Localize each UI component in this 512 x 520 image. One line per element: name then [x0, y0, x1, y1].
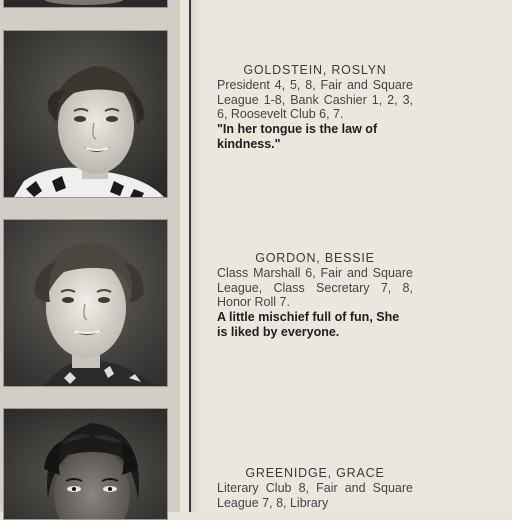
student-activities: Class Marshall 6, Fair and Square League, Class Secretary 7, 8, Honor Roll 7.: [217, 266, 413, 309]
student-activities: Literary Club 8, Fair and Square League 7, 8, Library: [217, 481, 413, 510]
student-quote: "In her tongue is the law of kindness.": [217, 121, 378, 151]
portrait-photo-previous: [3, 0, 168, 8]
student-name: GORDON, BESSIE: [255, 251, 375, 265]
entry-gordon: [217, 251, 413, 340]
student-name: GREENIDGE, GRACE: [245, 466, 385, 480]
student-activities: President 4, 5, 8, Fair and Square League 1-8, Bank Cashier 1, 2, 3, 6, Roosevelt Club 6, 7.: [217, 78, 413, 121]
student-quote: A little mischief full of fun, She is liked by everyone.: [217, 309, 400, 339]
entry-goldstein: [217, 63, 413, 152]
entry-greenidge: [217, 466, 413, 510]
portrait-photo-greenidge: [3, 408, 168, 520]
student-name: GOLDSTEIN, ROSLYN: [243, 63, 387, 77]
portrait-photo-gordon: [3, 219, 168, 387]
portrait-photo-goldstein: [3, 30, 168, 198]
page-gutter: [191, 0, 201, 512]
